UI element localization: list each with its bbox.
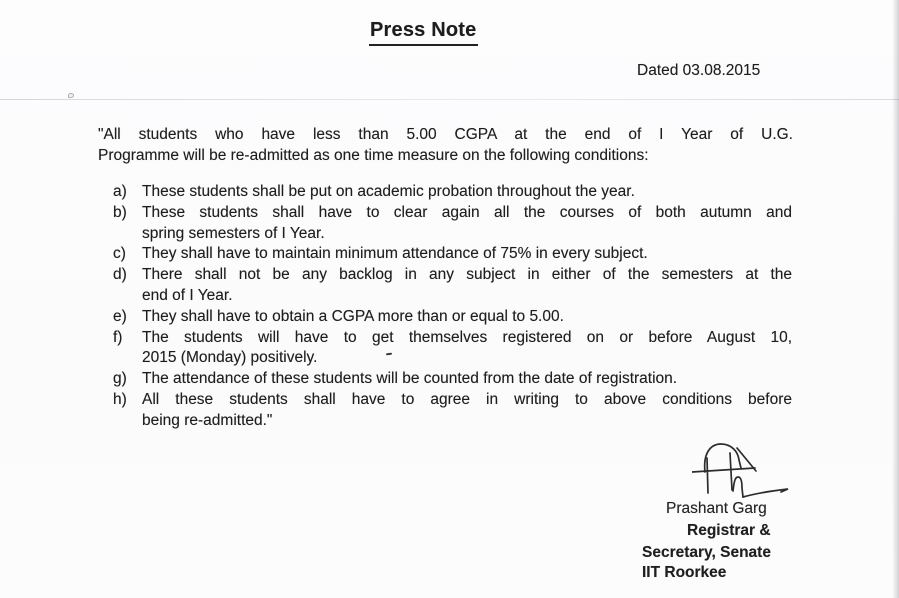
condition-text-b-line-1: These students shall have to clear again all the courses of both autumn and (142, 203, 792, 221)
signatory-role-line-1: Registrar & (687, 522, 771, 539)
condition-text-e: They shall have to obtain a CGPA more than or equal to 5.00. (142, 307, 564, 325)
condition-label-d: d) (113, 266, 127, 284)
condition-label-b: b) (113, 203, 127, 221)
intro-paragraph (98, 124, 793, 166)
scan-artifact-speck (68, 93, 74, 98)
signatory-role-line-2: Secretary, Senate (642, 544, 771, 561)
condition-text-d-line-2: end of I Year. (142, 286, 233, 304)
scan-edge-shadow (892, 0, 899, 598)
scan-artifact-line (0, 99, 899, 100)
condition-text-h-line-1: All these students shall have to agree in writing to above conditions before (142, 390, 792, 408)
condition-item-e (113, 307, 792, 328)
conditions-list (113, 182, 792, 432)
signatory-role-line-3: IIT Roorkee (642, 564, 727, 581)
condition-text-a: These students shall be put on academic probation throughout the year. (142, 183, 635, 200)
condition-item-a (113, 182, 792, 203)
condition-label-f: f) (113, 328, 123, 346)
condition-item-f (113, 328, 792, 370)
condition-text-b-line-2: spring semesters of I Year. (142, 224, 325, 242)
condition-item-d (113, 265, 792, 307)
condition-item-g (113, 369, 792, 390)
condition-text-f-line-2: 2015 (Monday) positively. (142, 349, 318, 367)
condition-label-g: g) (113, 370, 127, 388)
intro-line-2: Programme will be re-admitted as one time measure on the following conditions: (98, 147, 649, 164)
date-line: Dated 03.08.2015 (637, 62, 761, 79)
condition-label-h: h) (113, 390, 127, 408)
signatory-name: Prashant Garg (666, 500, 767, 517)
condition-label-e: e) (113, 307, 127, 325)
document-title: Press Note (369, 19, 478, 46)
condition-item-c (113, 244, 792, 265)
condition-text-d-line-1: There shall not be any backlog in any subject in either of the semesters at the (142, 266, 792, 284)
condition-text-h-line-2: being re-admitted." (142, 411, 273, 429)
condition-item-h (113, 390, 792, 432)
condition-label-c: c) (113, 245, 126, 263)
signature-scribble (692, 440, 792, 502)
condition-text-c: They shall have to maintain minimum attendance of 75% in every subject. (142, 245, 648, 263)
condition-text-f-line-1: The students will have to get themselves registered on or before August 10, (142, 328, 792, 346)
condition-item-b (113, 203, 792, 245)
intro-line-1: "All students who have less than 5.00 CGPA at the end of I Year of U.G. (98, 126, 793, 143)
condition-text-g: The attendance of these students will be counted from the date of registration. (142, 370, 678, 388)
condition-label-a: a) (113, 183, 127, 200)
